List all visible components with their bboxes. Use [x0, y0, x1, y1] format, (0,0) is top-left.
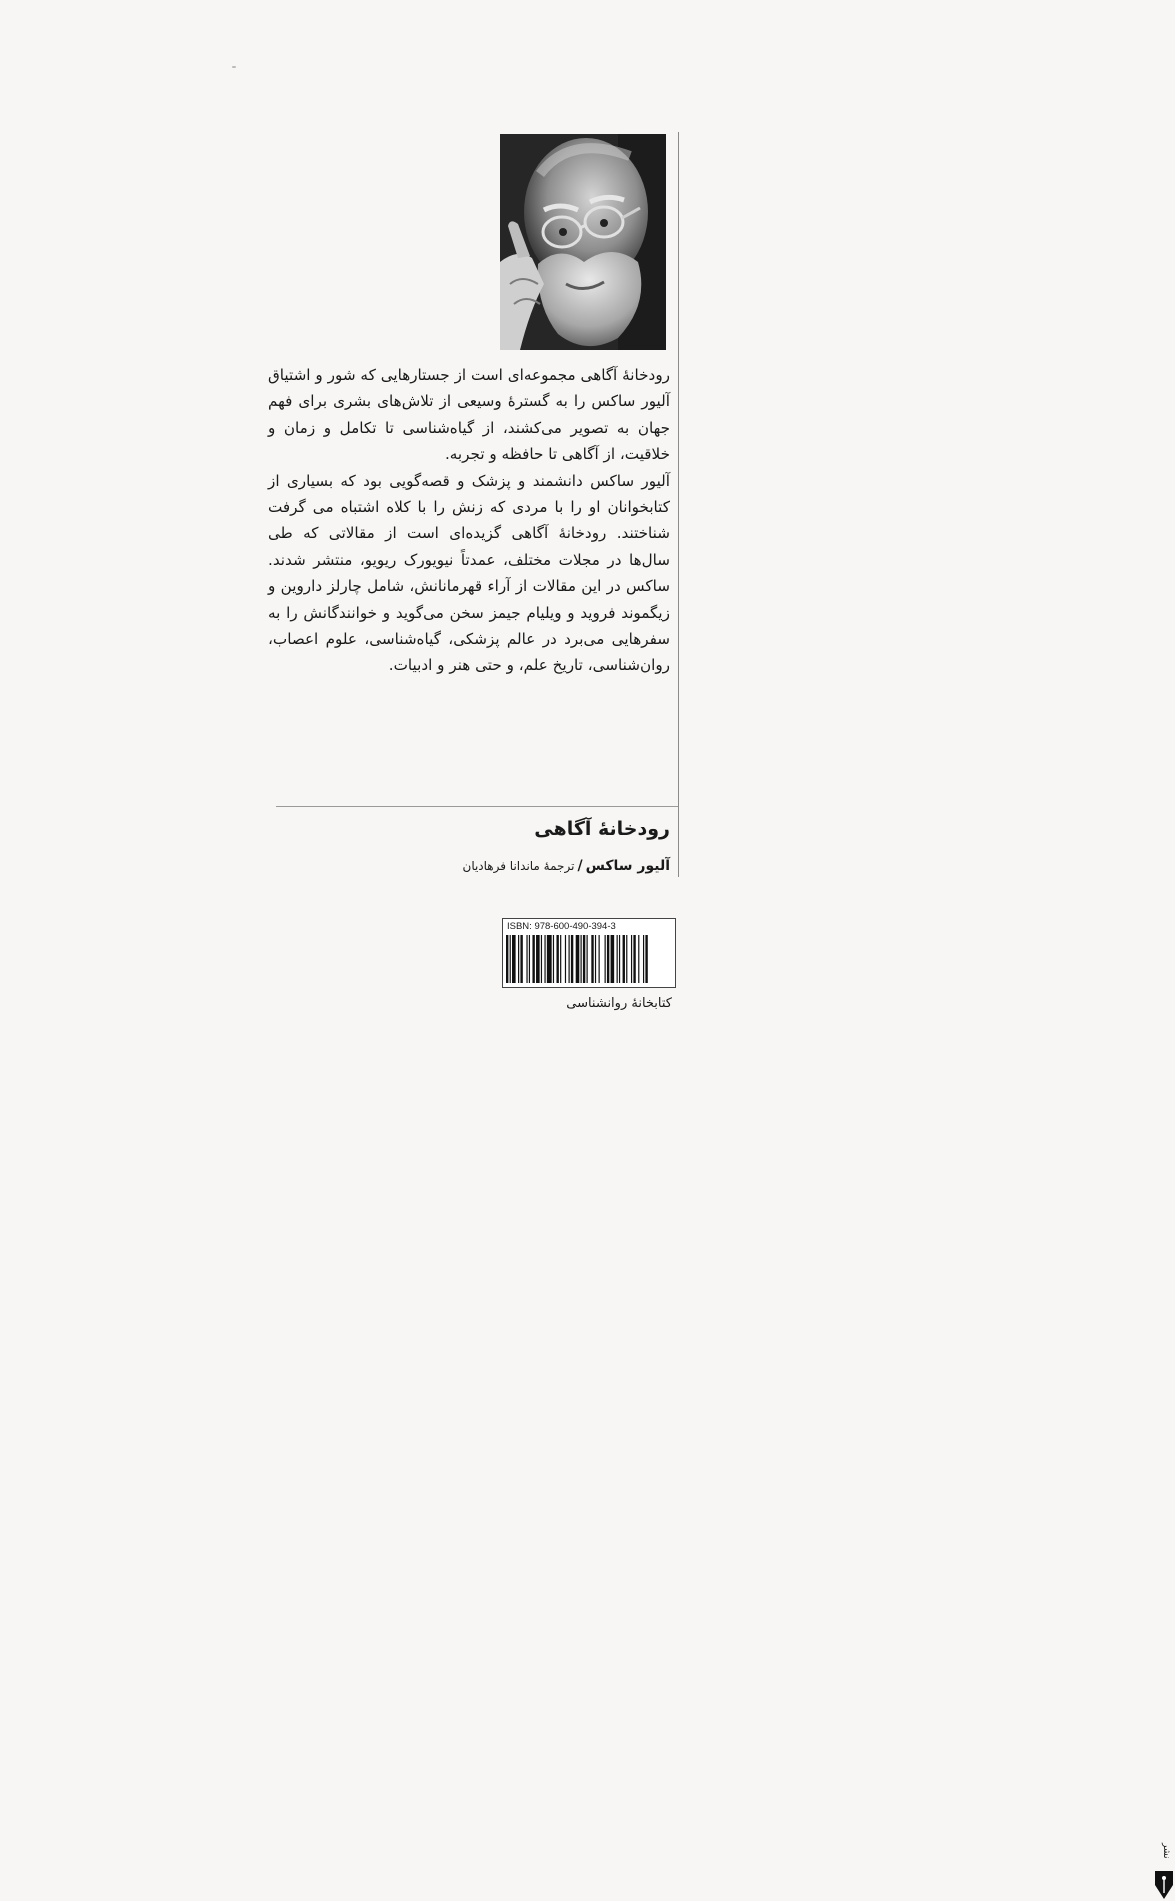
barcode-bar [617, 935, 618, 983]
translator-credit: ترجمهٔ ماندانا فرهادیان [462, 859, 575, 873]
book-title: رودخانهٔ آگاهی [534, 818, 670, 840]
credit-separator: / [577, 858, 583, 874]
author-portrait [500, 134, 666, 350]
barcode-bar [529, 935, 530, 983]
barcode [506, 935, 649, 983]
barcode-bar [565, 935, 566, 983]
isbn-number: ISBN: 978-600-490-394-3 [507, 921, 616, 932]
imprint: کتابخانهٔ روانشناسی [566, 996, 672, 1011]
barcode-bar [576, 935, 580, 983]
barcode-bar [547, 935, 552, 983]
barcode-bar [518, 935, 519, 983]
barcode-bar [643, 935, 644, 983]
barcode-bar [568, 935, 569, 983]
blurb-paragraph-1: رودخانهٔ آگاهی مجموعه‌ای است از جستارهایی که شور و اشتیاق آلیور ساکس را به گسترهٔ وسیعی از تلاش‌های بشری برای فهم جهان به تصویر می‌کشند، از گیاه‌شناسی تا تکامل و زمان و خلاقیت، از آگاهی تا حافظه و تجربه. [268, 366, 670, 464]
barcode-bar [532, 935, 534, 983]
barcode-bar [544, 935, 545, 983]
barcode-bar [631, 935, 632, 983]
horizontal-rule [276, 806, 678, 807]
barcode-bar [581, 935, 582, 983]
barcode-bar [556, 935, 558, 983]
blurb [268, 362, 670, 679]
barcode-bar [536, 935, 540, 983]
barcode-bar [520, 935, 522, 983]
barcode-bar [626, 935, 627, 983]
publisher-pen-nib-icon [1153, 1841, 1175, 1901]
barcode-bar [633, 935, 635, 983]
barcode-bar [583, 935, 585, 983]
blurb-paragraph-2: آلیور ساکس دانشمند و پزشک و قصه‌گویی بود که بسیاری از کتابخوانان او را با مردی که زنش را با کلاه اشتباه می گرفت شناختند. رودخانهٔ آگاهی گزیده‌ای است از مقالاتی که طی سال‌ها در مجلات مختلف، عمدتاً نیویورک ریویو، منتشر شدند. ساکس در این مقالات از آراء قهرمانانش، شامل چارلز داروین و زیگموند فروید و ویلیام جیمز سخن می‌گوید و خوانندگانش را به سفرهایی می‌برد در عالم پزشکی، گیاه‌شناسی، علوم اعصاب، روان‌شناسی، تاریخ علم، و حتی هنر و ادبیات. [268, 471, 670, 675]
barcode-bar [599, 935, 600, 983]
barcode-bar [623, 935, 625, 983]
barcode-bar [611, 935, 615, 983]
svg-text:نشر: نشر [1161, 1843, 1171, 1859]
barcode-bar [560, 935, 561, 983]
barcode-bar [605, 935, 606, 983]
vertical-rule [678, 132, 679, 877]
barcode-bar [591, 935, 593, 983]
barcode-bar [526, 935, 527, 983]
barcode-bar [512, 935, 516, 983]
barcode-bar [587, 935, 588, 983]
barcode-bar [541, 935, 542, 983]
barcode-bar [638, 935, 639, 983]
barcode-bar [595, 935, 596, 983]
barcode-bar [553, 935, 554, 983]
author-name: آلیور ساکس [585, 858, 670, 874]
barcode-bar [510, 935, 511, 983]
credit-line [310, 858, 670, 874]
barcode-bar [645, 935, 647, 983]
barcode-bar [619, 935, 620, 983]
barcode-bar [506, 935, 508, 983]
paper-speck [232, 66, 236, 68]
barcode-bar [607, 935, 609, 983]
barcode-bar [571, 935, 573, 983]
